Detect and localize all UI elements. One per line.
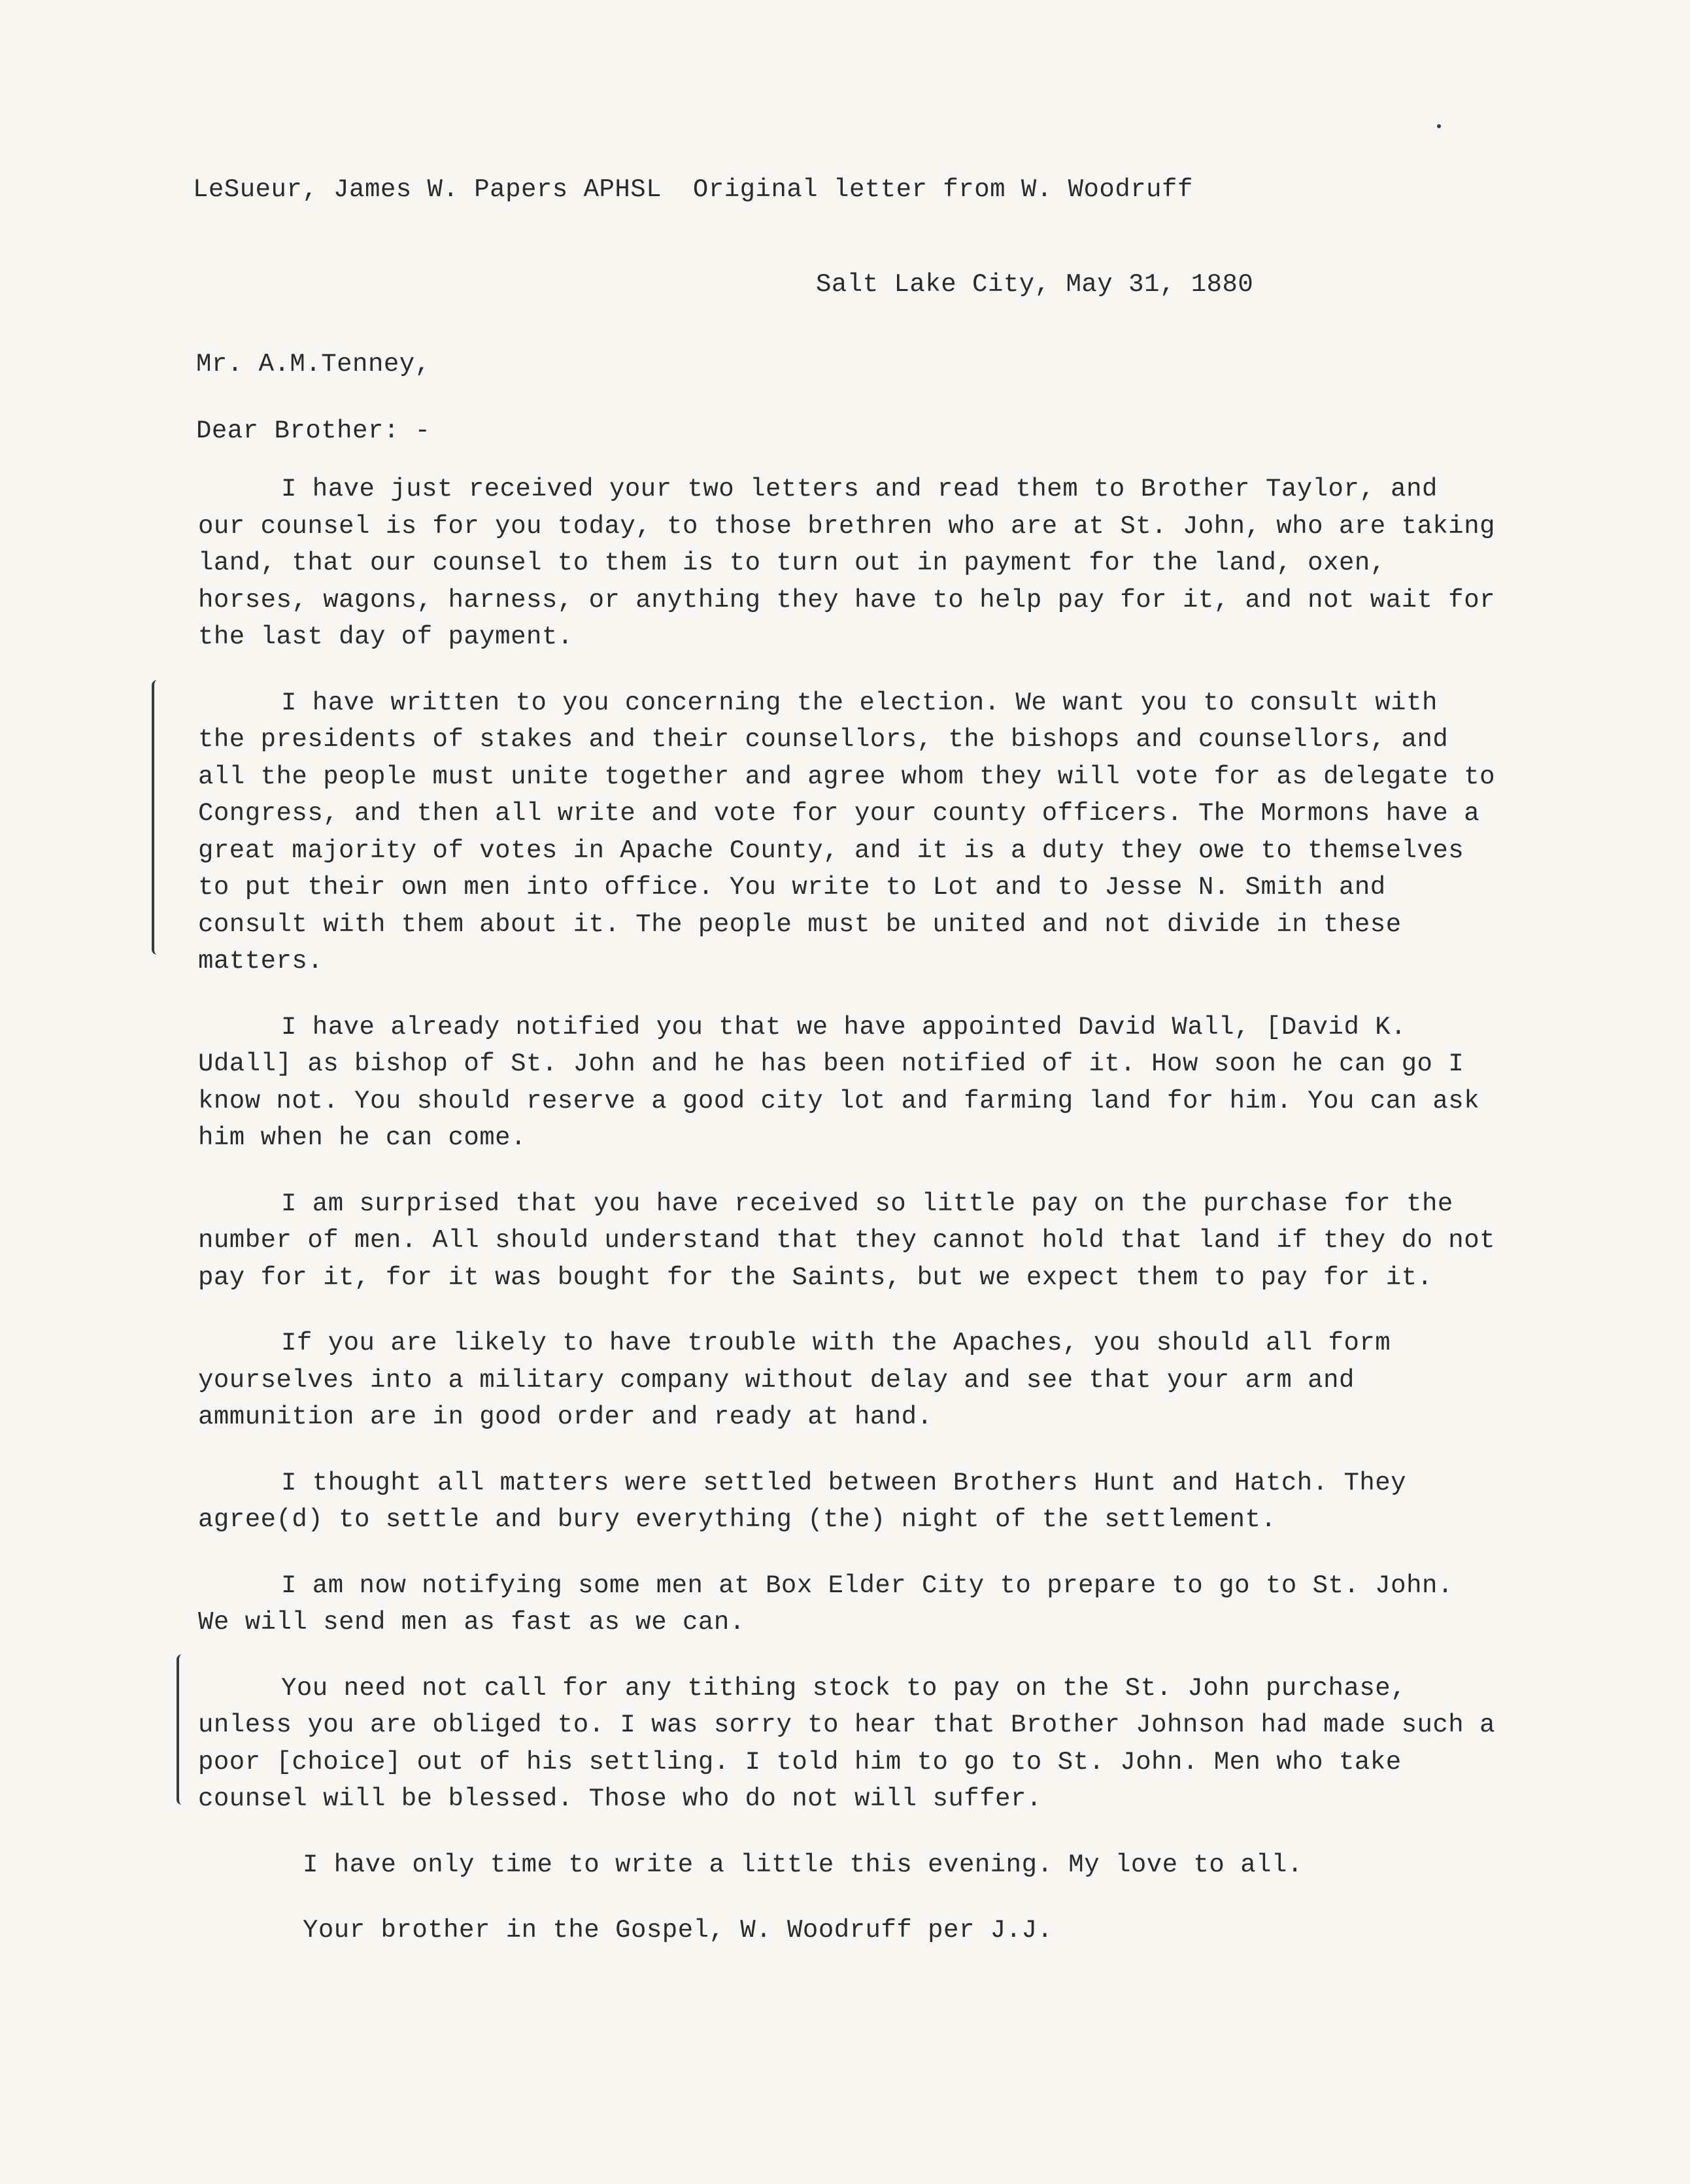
dateline: Salt Lake City, May 31, 1880 bbox=[816, 270, 1254, 299]
greeting: Dear Brother: - bbox=[196, 417, 431, 445]
margin-bracket-election bbox=[152, 680, 162, 955]
addressee: Mr. A.M.Tenney, bbox=[196, 350, 431, 379]
paragraph-bishop: I have already notified you that we have appointed David Wall, [David K. Udall] as bishop of St. John and he has been notified of it. How soon he can go I know not. You should reserve a good city lot and farming land for him. You can ask him when he can come. bbox=[198, 1012, 1480, 1152]
paragraph-box-elder: I am now notifying some men at Box Elder City to prepare to go to St. John. We will send men as fast as we can. bbox=[198, 1571, 1453, 1637]
paragraph-hunt-hatch: I thought all matters were settled between Brothers Hunt and Hatch. They agree(d) to settle and bury everything (the) night of the settlement. bbox=[198, 1468, 1407, 1534]
paragraph-apaches: If you are likely to have trouble with the Apaches, you should all form yourselves into a military company without delay and see that your arm and ammunition are in good order and ready at hand. bbox=[198, 1329, 1391, 1431]
paragraph-tithing: You need not call for any tithing stock to pay on the St. John purchase, unless you are obliged to. I was sorry to hear that Brother Johnson had made such a poor [choice] out of his settling. I told him to go to St. John. Men who take counsel will be blessed. Those who do not will suffer. bbox=[198, 1673, 1496, 1813]
ink-speck bbox=[1437, 124, 1441, 128]
paragraph-payment: I have just received your two letters and read them to Brother Taylor, and our counsel is for you today, to those brethren who are at St. John, who are taking land, that our counsel to them is to turn out in payment for the land, oxen, horses, wagons, harness, or anything they have to help pay for it, and not wait for the last day of payment. bbox=[198, 475, 1496, 651]
paragraph-election: I have written to you concerning the election. We want you to consult with the presidents of stakes and their counsellors, the bishops and counsellors, and all the people must unite together and agree whom they will vote for as delegate to Congress, and then all write and vote for your county officers. The Mormons have a great majority of votes in Apache County, and it is a duty they owe to themselves to put their own men into office. You write to Lot and to Jesse N. Smith and consult with them about it. The people must be united and not divide in these matters. bbox=[198, 688, 1496, 976]
letter-body bbox=[198, 471, 1499, 1978]
closing-remark: I have only time to write a little this evening. My love to all. bbox=[303, 1850, 1303, 1879]
paragraph-purchase: I am surprised that you have received so little pay on the purchase for the number of men. All should understand that they cannot hold that land if they do not pay for it, for it was bought for the Saints, but we expect them to pay for it. bbox=[198, 1189, 1496, 1292]
margin-bracket-tithing bbox=[177, 1654, 187, 1805]
signature: Your brother in the Gospel, W. Woodruff per J.J. bbox=[303, 1916, 1053, 1945]
archive-header: LeSueur, James W. Papers APHSL Original letter from W. Woodruff bbox=[193, 175, 1193, 204]
